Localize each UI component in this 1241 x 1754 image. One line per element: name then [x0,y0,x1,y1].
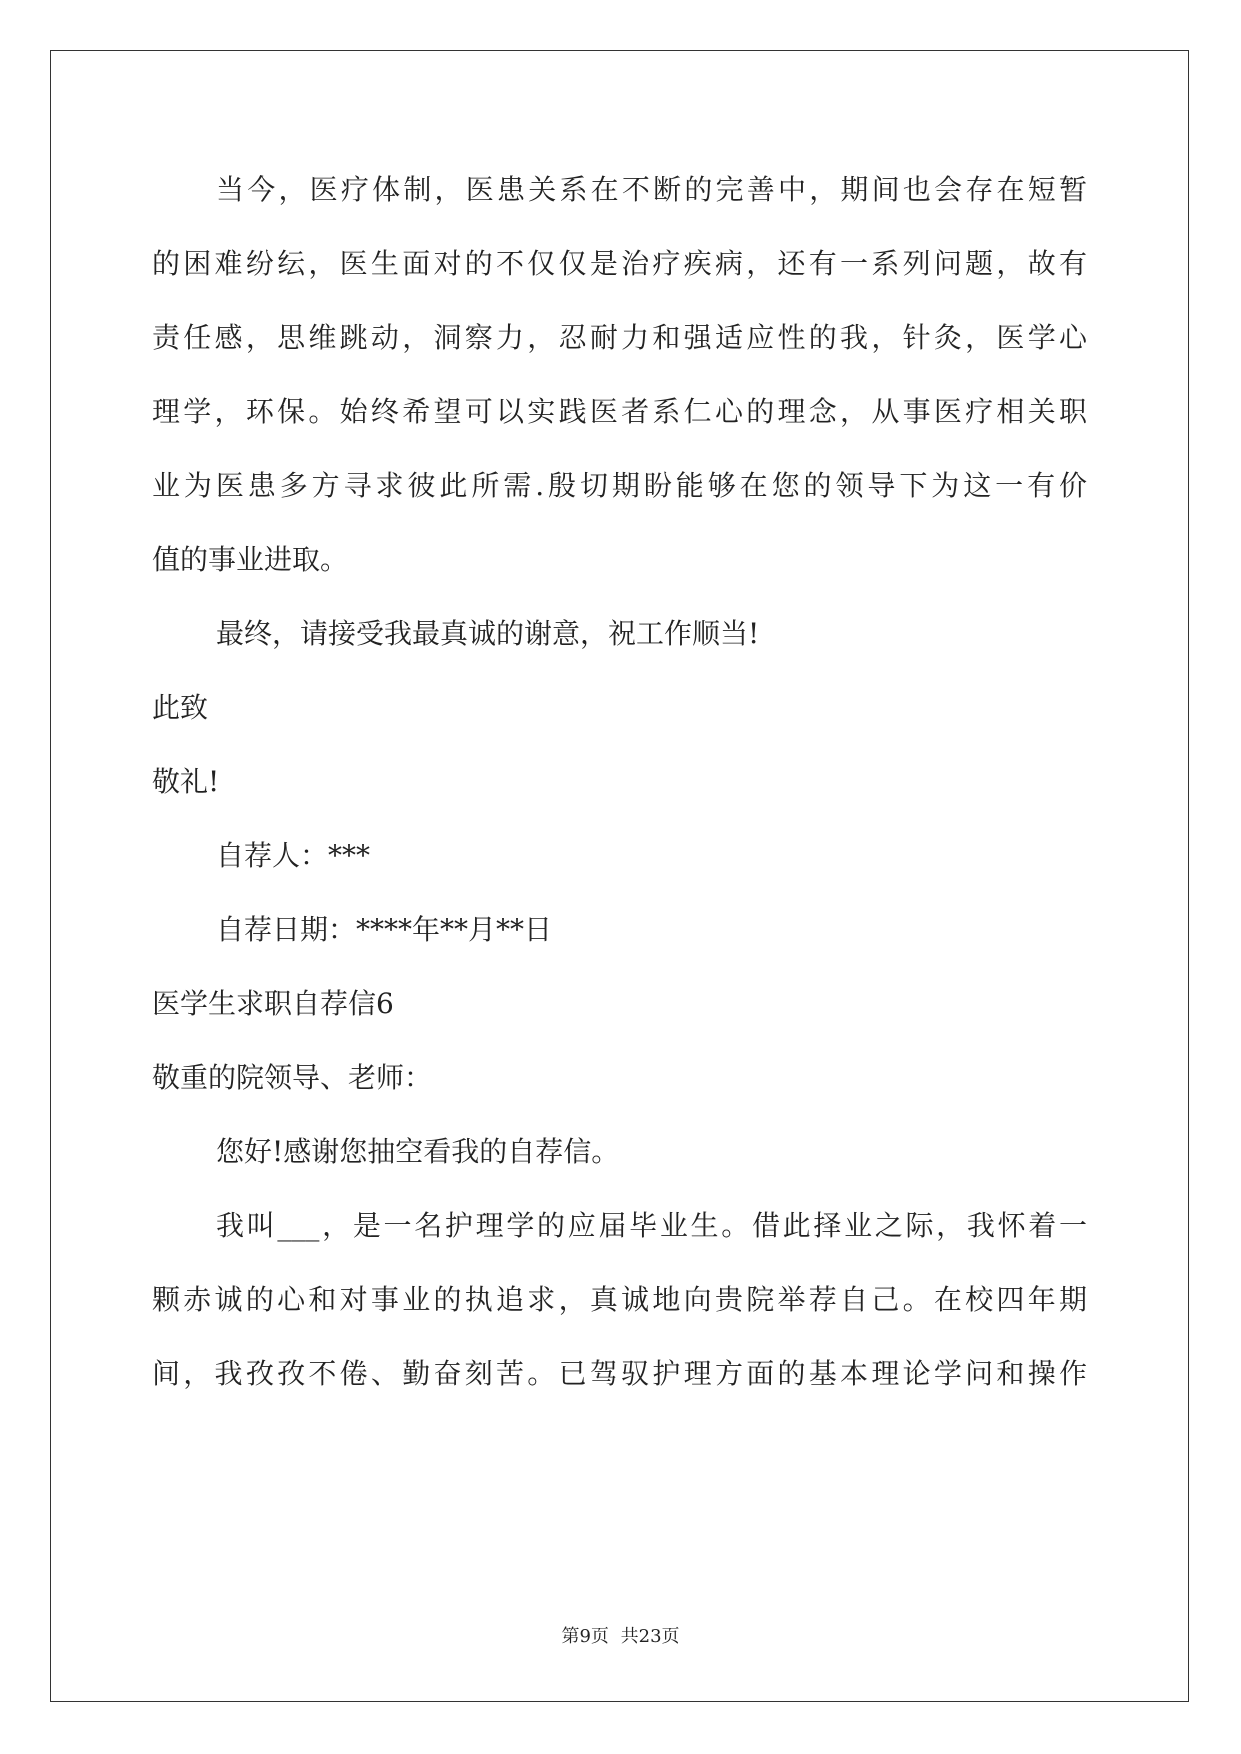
paragraph-line: 颗赤诚的心和对事业的执追求，真诚地向贵院举荐自己。在校四年期 [152,1283,1087,1316]
paragraph-line: 我叫___，是一名护理学的应届毕业生。借此择业之际，我怀着一 [216,1209,1087,1242]
salutation-jingli: 敬礼! [152,765,220,798]
paragraph-line: 理学，环保。始终希望可以实践医者系仁心的理念，从事医疗相关职 [152,395,1087,428]
page-footer [0,1622,1241,1648]
greeting-hello: 您好!感谢您抽空看我的自荐信。 [216,1135,620,1168]
page-number: 第9页 [561,1626,609,1647]
paragraph-line: 间，我孜孜不倦、勤奋刻苦。已驾驭护理方面的基本理论学问和操作 [152,1357,1087,1390]
paragraph-line: 当今，医疗体制，医患关系在不断的完善中，期间也会存在短暂 [216,173,1087,206]
paragraph-line: 的困难纷纭，医生面对的不仅仅是治疗疾病，还有一系列问题，故有 [152,247,1087,280]
paragraph-line: 值的事业进取。 [152,543,349,576]
sign-date: 自荐日期：****年**月**日 [216,913,553,946]
section-title: 医学生求职自荐信6 [152,987,394,1020]
greeting-recipient: 敬重的院领导、老师： [152,1061,433,1094]
salutation-cizhi: 此致 [152,691,209,724]
paragraph-line: 责任感，思维跳动，洞察力，忍耐力和强适应性的我，针灸，医学心 [152,321,1087,354]
page-total: 共23页 [620,1626,680,1647]
signer: 自荐人：*** [216,839,371,872]
paragraph-line: 业为医患多方寻求彼此所需.殷切期盼能够在您的领导下为这一有价 [152,469,1087,502]
closing-thanks: 最终，请接受我最真诚的谢意，祝工作顺当! [216,617,760,650]
